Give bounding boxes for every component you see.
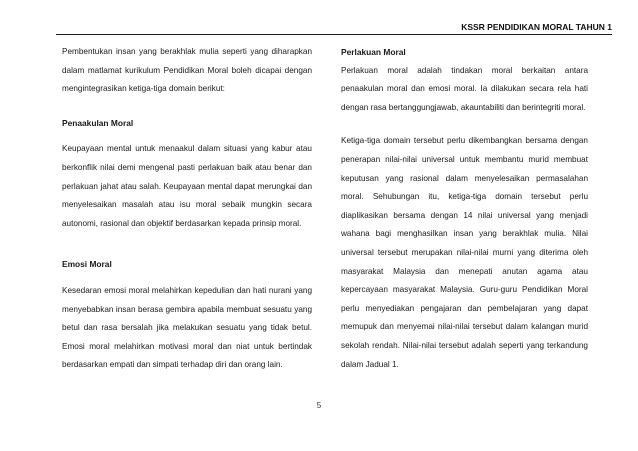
left-column — [62, 43, 312, 375]
summary-paragraph: Ketiga-tiga domain tersebut perlu dikembangkan bersama dengan penerapan nilai-nilai universal untuk membantu murid membuat keputusan yang rasional dalam menyelesaikan permasalahan moral. Sehubungan itu, ketiga-tiga domain tersebut perlu diaplikasikan bersama dengan 14 nilai universal yang menjadi wahana bagi menghasilkan insan yang berakhlak mulia. Nilai universal tersebut merupakan nilai-nilai murni yang diterima oleh masyarakat Malaysia dan menepati anutan agama atau kepercayaan masyarakat Malaysia. Guru-guru Pendidikan Moral perlu menyediakan pengajaran dan pembelajaran yang dapat memupuk dan menyemai nilai-nilai tersebut dalam kalangan murid sekolah rendah. Nilai-nilai tersebut adalah seperti yang terkandung dalam Jadual 1. — [341, 136, 588, 369]
penaakulan-moral-paragraph: Keupayaan mental untuk menaakul dalam situasi yang kabur atau berkonflik nilai demi mengenal pasti perlakuan baik atau benar dan perlakuan jahat atau salah. Keupayaan mental dapat merungkai dan menyelesaikan masalah atau isu moral sebaik mungkin secara autonomi, rasional dan objektif berdasarkan kepada prinsip moral. — [62, 144, 312, 228]
document-header-title: KSSR PENDIDIKAN MORAL TAHUN 1 — [461, 22, 612, 32]
right-column — [341, 43, 588, 374]
heading-emosi-moral: Emosi Moral — [62, 259, 112, 270]
heading-penaakulan-moral: Penaakulan Moral — [62, 117, 134, 128]
header-divider — [56, 34, 612, 35]
perlakuan-moral-paragraph: Perlakuan moral adalah tindakan moral berkaitan antara penaakulan moral dan emosi moral. Ia dilakukan secara rela hati dengan rasa bertanggungjawab, akauntabiliti dan berintegriti moral. — [341, 65, 588, 112]
heading-perlakuan-moral: Perlakuan Moral — [341, 47, 406, 57]
emosi-moral-paragraph: Kesedaran emosi moral melahirkan kepedulian dan hati nurani yang menyebabkan insan berasa gembira apabila membuat sesuatu yang betul dan rasa bersalah jika melakukan sesuatu yang tidak betul. Emosi moral melahirkan motivasi moral dan niat untuk bertindak berdasarkan empati dan simpati terhadap diri dan orang lain. — [62, 285, 312, 370]
intro-paragraph: Pembentukan insan yang berakhlak mulia seperti yang diharapkan dalam matlamat kurikulum Pendidikan Moral boleh dicapai dengan mengintegrasikan ketiga-tiga domain berikut: — [62, 47, 312, 94]
page-number: 5 — [316, 401, 322, 410]
